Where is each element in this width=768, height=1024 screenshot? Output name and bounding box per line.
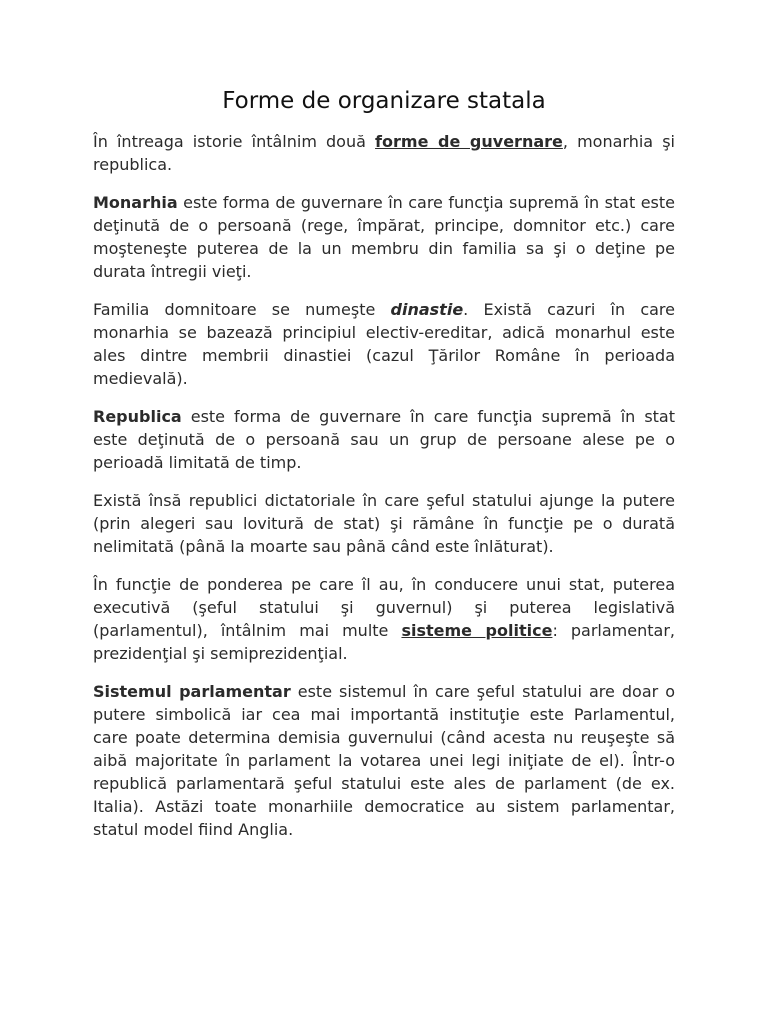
text-run: Există însă republici dictatoriale în care şeful statului ajunge la putere (prin alegeri sau lovitură de stat) şi rămâne în funcţie pe o durată nelimitată (până la moarte sau până când este înlăturat). <box>93 491 675 556</box>
paragraph <box>93 680 675 841</box>
paragraph <box>93 298 675 390</box>
emphasis-text: Monarhia <box>93 193 178 212</box>
paragraph <box>93 489 675 558</box>
paragraph <box>93 191 675 283</box>
text-run: : parlamentar, prezidenţial şi semiprezidenţial. <box>93 621 675 663</box>
link-text[interactable]: sisteme politice <box>401 621 553 640</box>
emphasis-text: dinastie <box>390 300 464 319</box>
text-run: este forma de guvernare în care funcţia supremă în stat este deţinută de o persoană (rege, împărat, principe, domnitor etc.) care moşteneşte puterea de la un membru din familia sa şi o deţine pe durata întregii vieţi. <box>93 193 675 281</box>
text-run: În întreaga istorie întâlnim două <box>93 132 376 151</box>
document-page <box>93 84 675 856</box>
text-run: În funcţie de ponderea pe care îl au, în conducere unui stat, puterea executivă (şeful statului şi guvernul) şi puterea legislativă (parlamentul), întâlnim mai multe <box>93 575 675 640</box>
link-text[interactable]: forme de guvernare <box>375 132 563 151</box>
emphasis-text: Sistemul parlamentar <box>93 682 291 701</box>
emphasis-text: Republica <box>93 407 182 426</box>
text-run: este sistemul în care şeful statului are doar o putere simbolică iar cea mai importantă instituţie este Parlamentul, care poate determina demisia guvernului (când acesta nu reuşeşte să aibă majoritate în parlament la votarea unei legi iniţiate de el). Într-o republică parlamentară şeful statului este ales de parlament (de ex. Italia). Astăzi toate monarhiile democratice au sistem parlamentar, statul model fiind Anglia. <box>93 682 676 839</box>
paragraph <box>93 573 675 665</box>
paragraph <box>93 405 675 474</box>
text-run: este forma de guvernare în care funcţia supremă în stat este deţinută de o persoană sau un grup de persoane alese pe o perioadă limitată de timp. <box>93 407 675 472</box>
text-run: , monarhia şi republica. <box>93 132 675 174</box>
document-title: Forme de organizare statala <box>222 88 546 114</box>
text-run: Familia domnitoare se numeşte <box>93 300 391 319</box>
text-run: . Există cazuri în care monarhia se bazează principiul electiv-ereditar, adică monarhul este ales dintre membrii dinastiei (cazul Ţărilor Române în perioada medievală). <box>93 300 675 388</box>
document-body <box>93 130 675 841</box>
paragraph <box>93 130 675 176</box>
